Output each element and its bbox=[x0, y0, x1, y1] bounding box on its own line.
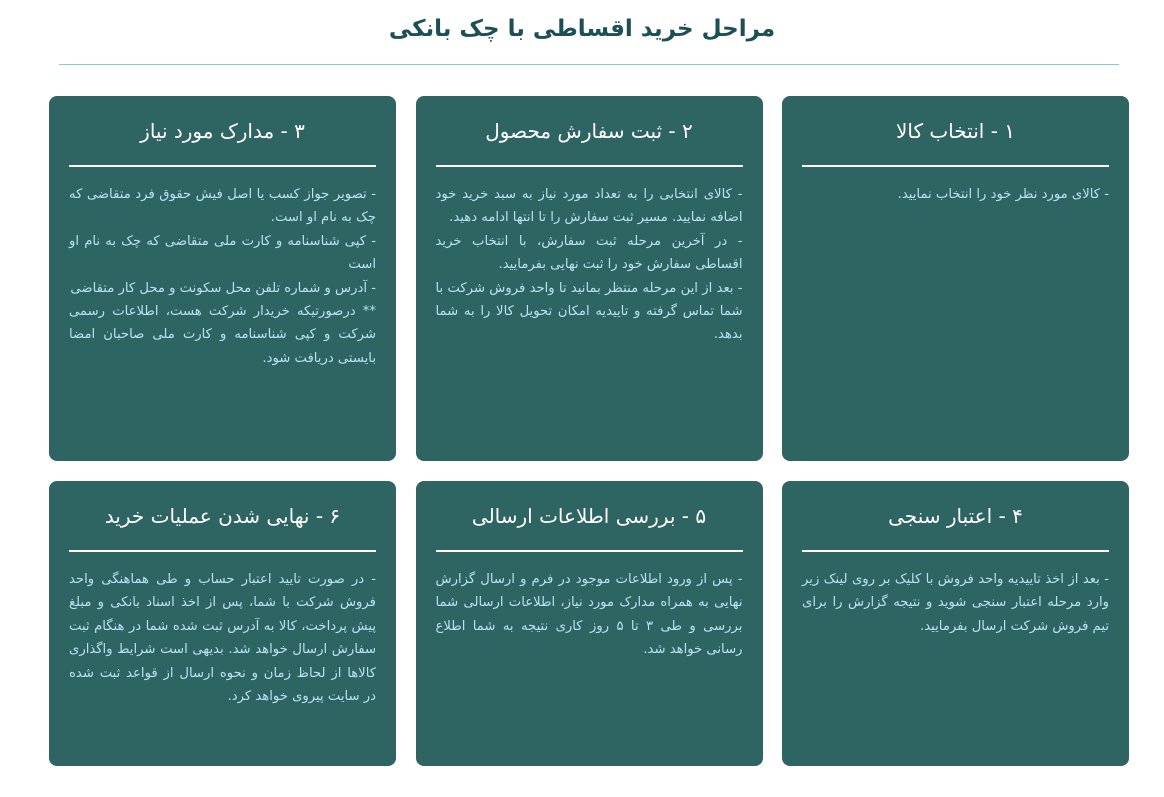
step-card-1 bbox=[782, 96, 1129, 461]
step-card-title: ۶ - نهایی شدن عملیات خرید bbox=[104, 504, 341, 528]
step-card-body bbox=[436, 568, 743, 662]
page-title: مراحل خرید اقساطی با چک بانکی bbox=[388, 16, 776, 42]
step-card-4 bbox=[782, 481, 1129, 766]
step-line: - کپی شناسنامه و کارت ملی متقاضی که چک به نام او است bbox=[69, 233, 376, 273]
step-line: - پس از ورود اطلاعات موجود در فرم و ارسال گزارش نهایی به همراه مدارک مورد نیاز، اطلاعات ارسالی شما بررسی و طی ۳ تا ۵ روز کاری نتیجه به شما اطلاع رسانی خواهد شد. bbox=[435, 572, 743, 658]
step-line: - کالای مورد نظر خود را انتخاب نمایید. bbox=[897, 187, 1109, 202]
step-card-body bbox=[802, 568, 1109, 638]
step-line: - بعد از اخذ تاییدیه واحد فروش با کلیک بر روی لینک زیر وارد مرحله اعتبار سنجی شوید و نتیجه گزارش را برای تیم فروش شرکت ارسال بفرمایید. bbox=[802, 572, 1109, 634]
steps-grid bbox=[49, 96, 1129, 766]
card-divider bbox=[69, 165, 376, 167]
step-card-body bbox=[802, 183, 1109, 206]
card-divider bbox=[802, 165, 1109, 167]
step-card-title: ۱ - انتخاب کالا bbox=[895, 119, 1016, 143]
card-divider bbox=[436, 165, 743, 167]
step-line: - در صورت تایید اعتبار حساب و طی هماهنگی واحد فروش شرکت با شما، پس از اخذ اسناد بانکی و مبلغ پیش پرداخت، کالا به آدرس ثبت شده شما در هنگام ثبت سفارش ارسال خواهد شد. بدیهی است شرایط واگذاری کالاها از لحاظ زمان و نحوه ارسال از قواعد ثبت شده در سایت پیروی خواهد کرد. bbox=[69, 572, 376, 705]
step-card-body bbox=[69, 568, 376, 708]
step-card-2 bbox=[416, 96, 763, 461]
card-divider bbox=[69, 550, 376, 552]
step-line: - تصویر جواز کسب یا اصل فیش حقوق فرد متقاضی که چک به نام او است. bbox=[69, 187, 376, 226]
step-line: - کالای انتخابی را به تعداد مورد نیاز به سبد خرید خود اضافه نمایید. مسیر ثبت سفارش را تا انتها ادامه دهید. bbox=[435, 187, 743, 226]
step-card-title: ۵ - بررسی اطلاعات ارسالی bbox=[471, 504, 707, 528]
step-card-6 bbox=[49, 481, 396, 766]
step-line: - در آخرین مرحله ثبت سفارش، با انتخاب خرید اقساطی سفارش خود را ثبت نهایی بفرمایید. bbox=[435, 233, 743, 273]
step-card-3 bbox=[49, 96, 396, 461]
step-line: - بعد از این مرحله منتظر بمانید تا واحد فروش شرکت با شما تماس گرفته و تاییدیه امکان تحویل کالا را به شما بدهد. bbox=[435, 280, 743, 343]
step-card-body bbox=[69, 183, 376, 370]
card-divider bbox=[802, 550, 1109, 552]
step-card-title: ۲ - ثبت سفارش محصول bbox=[485, 119, 693, 143]
step-line: ** درصورتیکه خریدار شرکت هست، اطلاعات رسمی شرکت و کپی شناسنامه و کارت ملی صاحبان امضا بایستی دریافت شود. bbox=[69, 304, 376, 366]
step-card-body bbox=[436, 183, 743, 347]
step-line: - آدرس و شماره تلفن محل سکونت و محل کار متقاضی bbox=[70, 280, 376, 296]
step-card-title: ۳ - مدارک مورد نیاز bbox=[140, 119, 305, 143]
title-divider bbox=[59, 64, 1119, 65]
card-divider bbox=[436, 550, 743, 552]
step-card-title: ۴ - اعتبار سنجی bbox=[888, 504, 1023, 528]
step-card-5 bbox=[416, 481, 763, 766]
